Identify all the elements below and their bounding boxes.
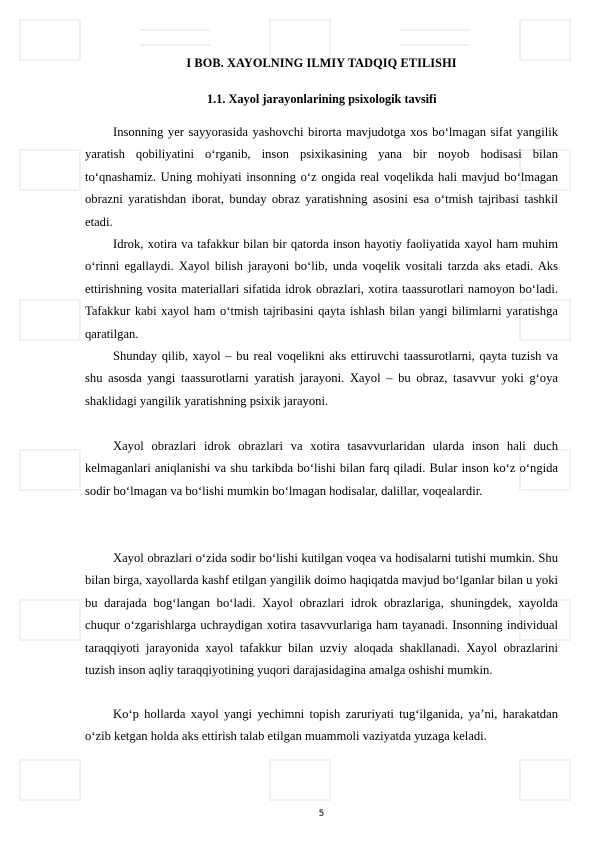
section-title: 1.1. Xayol jarayonlarining psixologik tavsifi [207, 92, 437, 106]
paragraph-6: Koʻp hollarda xayol yangi yechimni topish zaruriyati tugʻilganida, ya’ni, harakatdan oʻzib ketgan holda aks ettirish talab etilgan muammoli vaziyatda yuzaga keladi. [85, 707, 558, 744]
chapter-title: I BOB. XAYOLNING ILMIY TADQIQ ETILISHI [186, 56, 457, 70]
paragraph-2: Idrok, xotira va tafakkur bilan bir qatorda inson hayotiy faoliyatida xayol ham muhim oʻrinni egallaydi. Xayol bilish jarayoni boʻlib, unda voqelik vositali tarzda aks etadi. Aks ettirishning vosita materiallari sifatida idrok obrazlari, xotira taassurotlari namoyon boʻladi. Tafakkur kabi xayol ham oʻtmish tajribasini qayta ishlash bilan yangi bilimlarni yaratishga qaratilgan. [85, 237, 558, 341]
paragraph-3: Shunday qilib, xayol – bu real voqelikni aks ettiruvchi taassurotlarni, qayta tuzish va shu asosda yangi taassurotlarni yaratish jarayoni. Xayol – bu obraz, tasavvur yoki gʻoya shaklidagi yangilik yaratishning psixik jarayoni. [85, 349, 558, 408]
paragraph-4: Xayol obrazlari idrok obrazlari va xotira tasavvurlaridan ularda inson hali duch kelmaganlari aniqlanishi va shu tarkibda boʻlishi bilan farq qiladi. Bular inson koʻz oʻngida sodir boʻlmagan va boʻlishi mumkin boʻlmagan hodisalar, dalillar, voqealardir. [85, 439, 558, 498]
page-number: 5 [318, 809, 325, 819]
paragraph-1: Insonning yer sayyorasida yashovchi birorta mavjudotga xos boʻlmagan sifat yangilik yaratish qobiliyatini oʻrganib, inson psixikasining yana bir noyob hodisasi bilan toʻqnashamiz. Uning mohiyati insonning oʻz ongida real voqelikda hali mavjud boʻlmagan obrazni yaratishdan iborat, bunday obraz yaratishning asosini esa oʻtmish tajribasi tashkil etadi. [85, 125, 558, 229]
paragraph-5: Xayol obrazlari oʻzida sodir boʻlishi kutilgan voqea va hodisalarni tutishi mumkin. Shu bilan birga, xayollarda kashf etilgan yangilik doimo haqiqatda mavjud boʻlganlar bilan u yoki bu darajada bogʻlangan boʻladi. Xayol obrazlari idrok obrazlariga, shuningdek, xayolda chuqur oʻzgarishlarga uchraydigan xotira tasavvurlariga ham tayanadi. Insonning individual taraqqiyoti jarayonida xayol tafakkur bilan uzviy aloqada shakllanadi. Xayol obrazlarini tuzish inson aqliy taraqqiyotining yuqori darajasidagina amalga oshishi mumkin. [85, 551, 558, 678]
